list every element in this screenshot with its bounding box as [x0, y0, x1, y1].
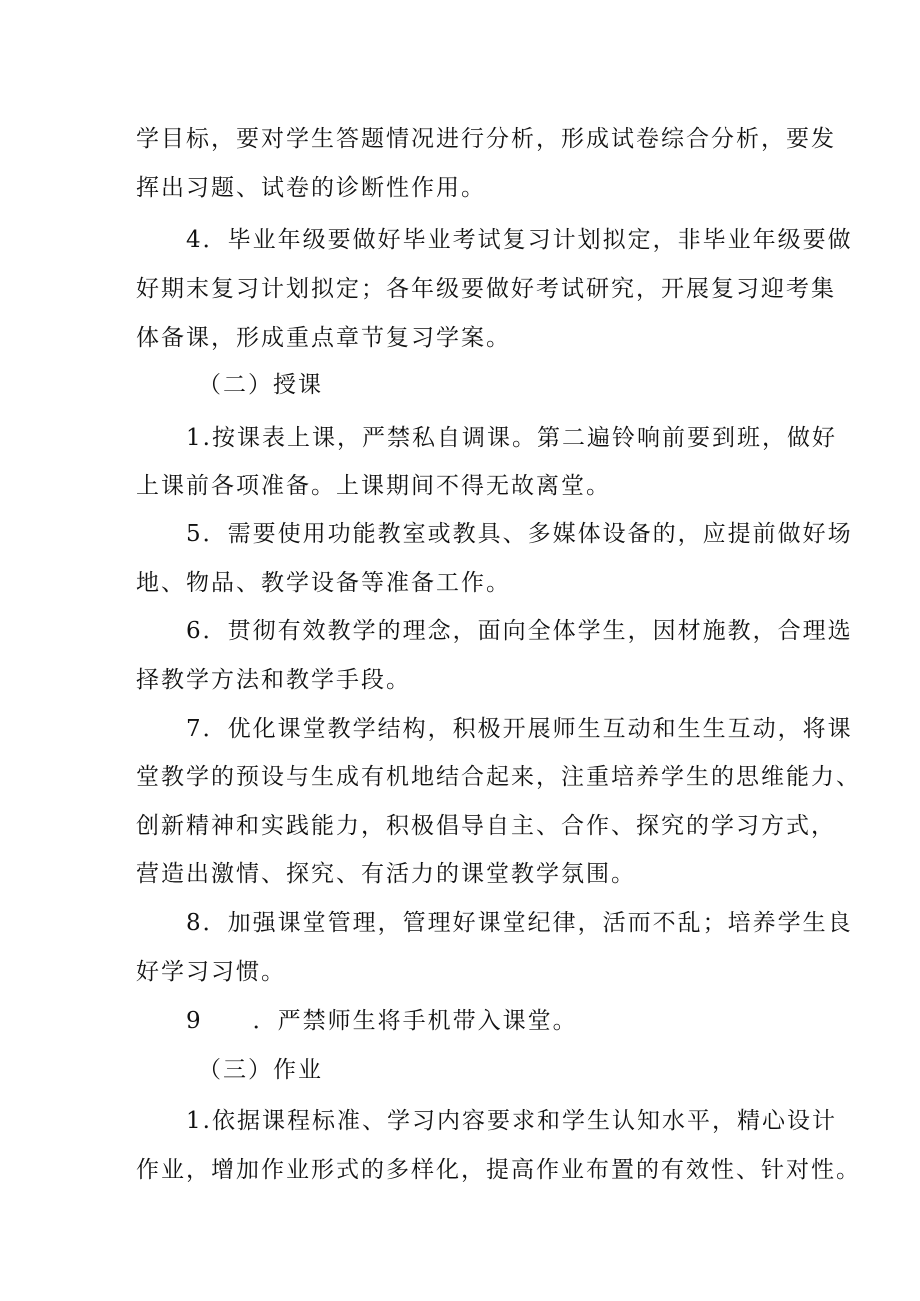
paragraph-line: 创新精神和实践能力，积极倡导自主、合作、探究的学习方式，	[136, 813, 836, 839]
paragraph-line: 挥出习题、试卷的诊断性作用。	[136, 175, 486, 201]
paragraph-line: 9 ．严禁师生将手机带入课堂。	[186, 1008, 578, 1034]
paragraph-line: 营造出激情、探究、有活力的课堂教学氛围。	[136, 861, 636, 887]
section-heading: （三）作业	[198, 1057, 323, 1083]
paragraph-line: 4．毕业年级要做好毕业考试复习计划拟定，非毕业年级要做	[186, 227, 853, 253]
paragraph-line: 体备课，形成重点章节复习学案。	[136, 325, 511, 351]
paragraph-line: 地、物品、教学设备等准备工作。	[136, 570, 511, 596]
paragraph-line: 作业，增加作业形式的多样化，提高作业布置的有效性、针对性。	[136, 1157, 861, 1183]
paragraph-line: 好学习习惯。	[136, 959, 286, 985]
paragraph-line: 择教学方法和教学手段。	[136, 667, 411, 693]
paragraph-line: 8．加强课堂管理，管理好课堂纪律，活而不乱；培养学生良	[186, 910, 853, 936]
paragraph-line: 好期末复习计划拟定；各年级要做好考试研究，开展复习迎考集	[136, 276, 836, 302]
paragraph-line: 堂教学的预设与生成有机地结合起来，注重培养学生的思维能力、	[136, 764, 861, 790]
paragraph-line: 5．需要使用功能教室或教具、多媒体设备的，应提前做好场	[186, 521, 853, 547]
paragraph-line: 上课前各项准备。上课期间不得无故离堂。	[136, 473, 611, 499]
section-heading: （二）授课	[198, 372, 323, 398]
paragraph-line: 1.依据课程标准、学习内容要求和学生认知水平，精心设计	[186, 1108, 837, 1134]
paragraph-line: 学目标，要对学生答题情况进行分析，形成试卷综合分析，要发	[136, 126, 836, 152]
paragraph-line: 6．贯彻有效教学的理念，面向全体学生，因材施教，合理选	[186, 618, 853, 644]
paragraph-line: 7．优化课堂教学结构，积极开展师生互动和生生互动，将课	[186, 716, 853, 742]
paragraph-line: 1.按课表上课，严禁私自调课。第二遍铃响前要到班，做好	[186, 425, 837, 451]
